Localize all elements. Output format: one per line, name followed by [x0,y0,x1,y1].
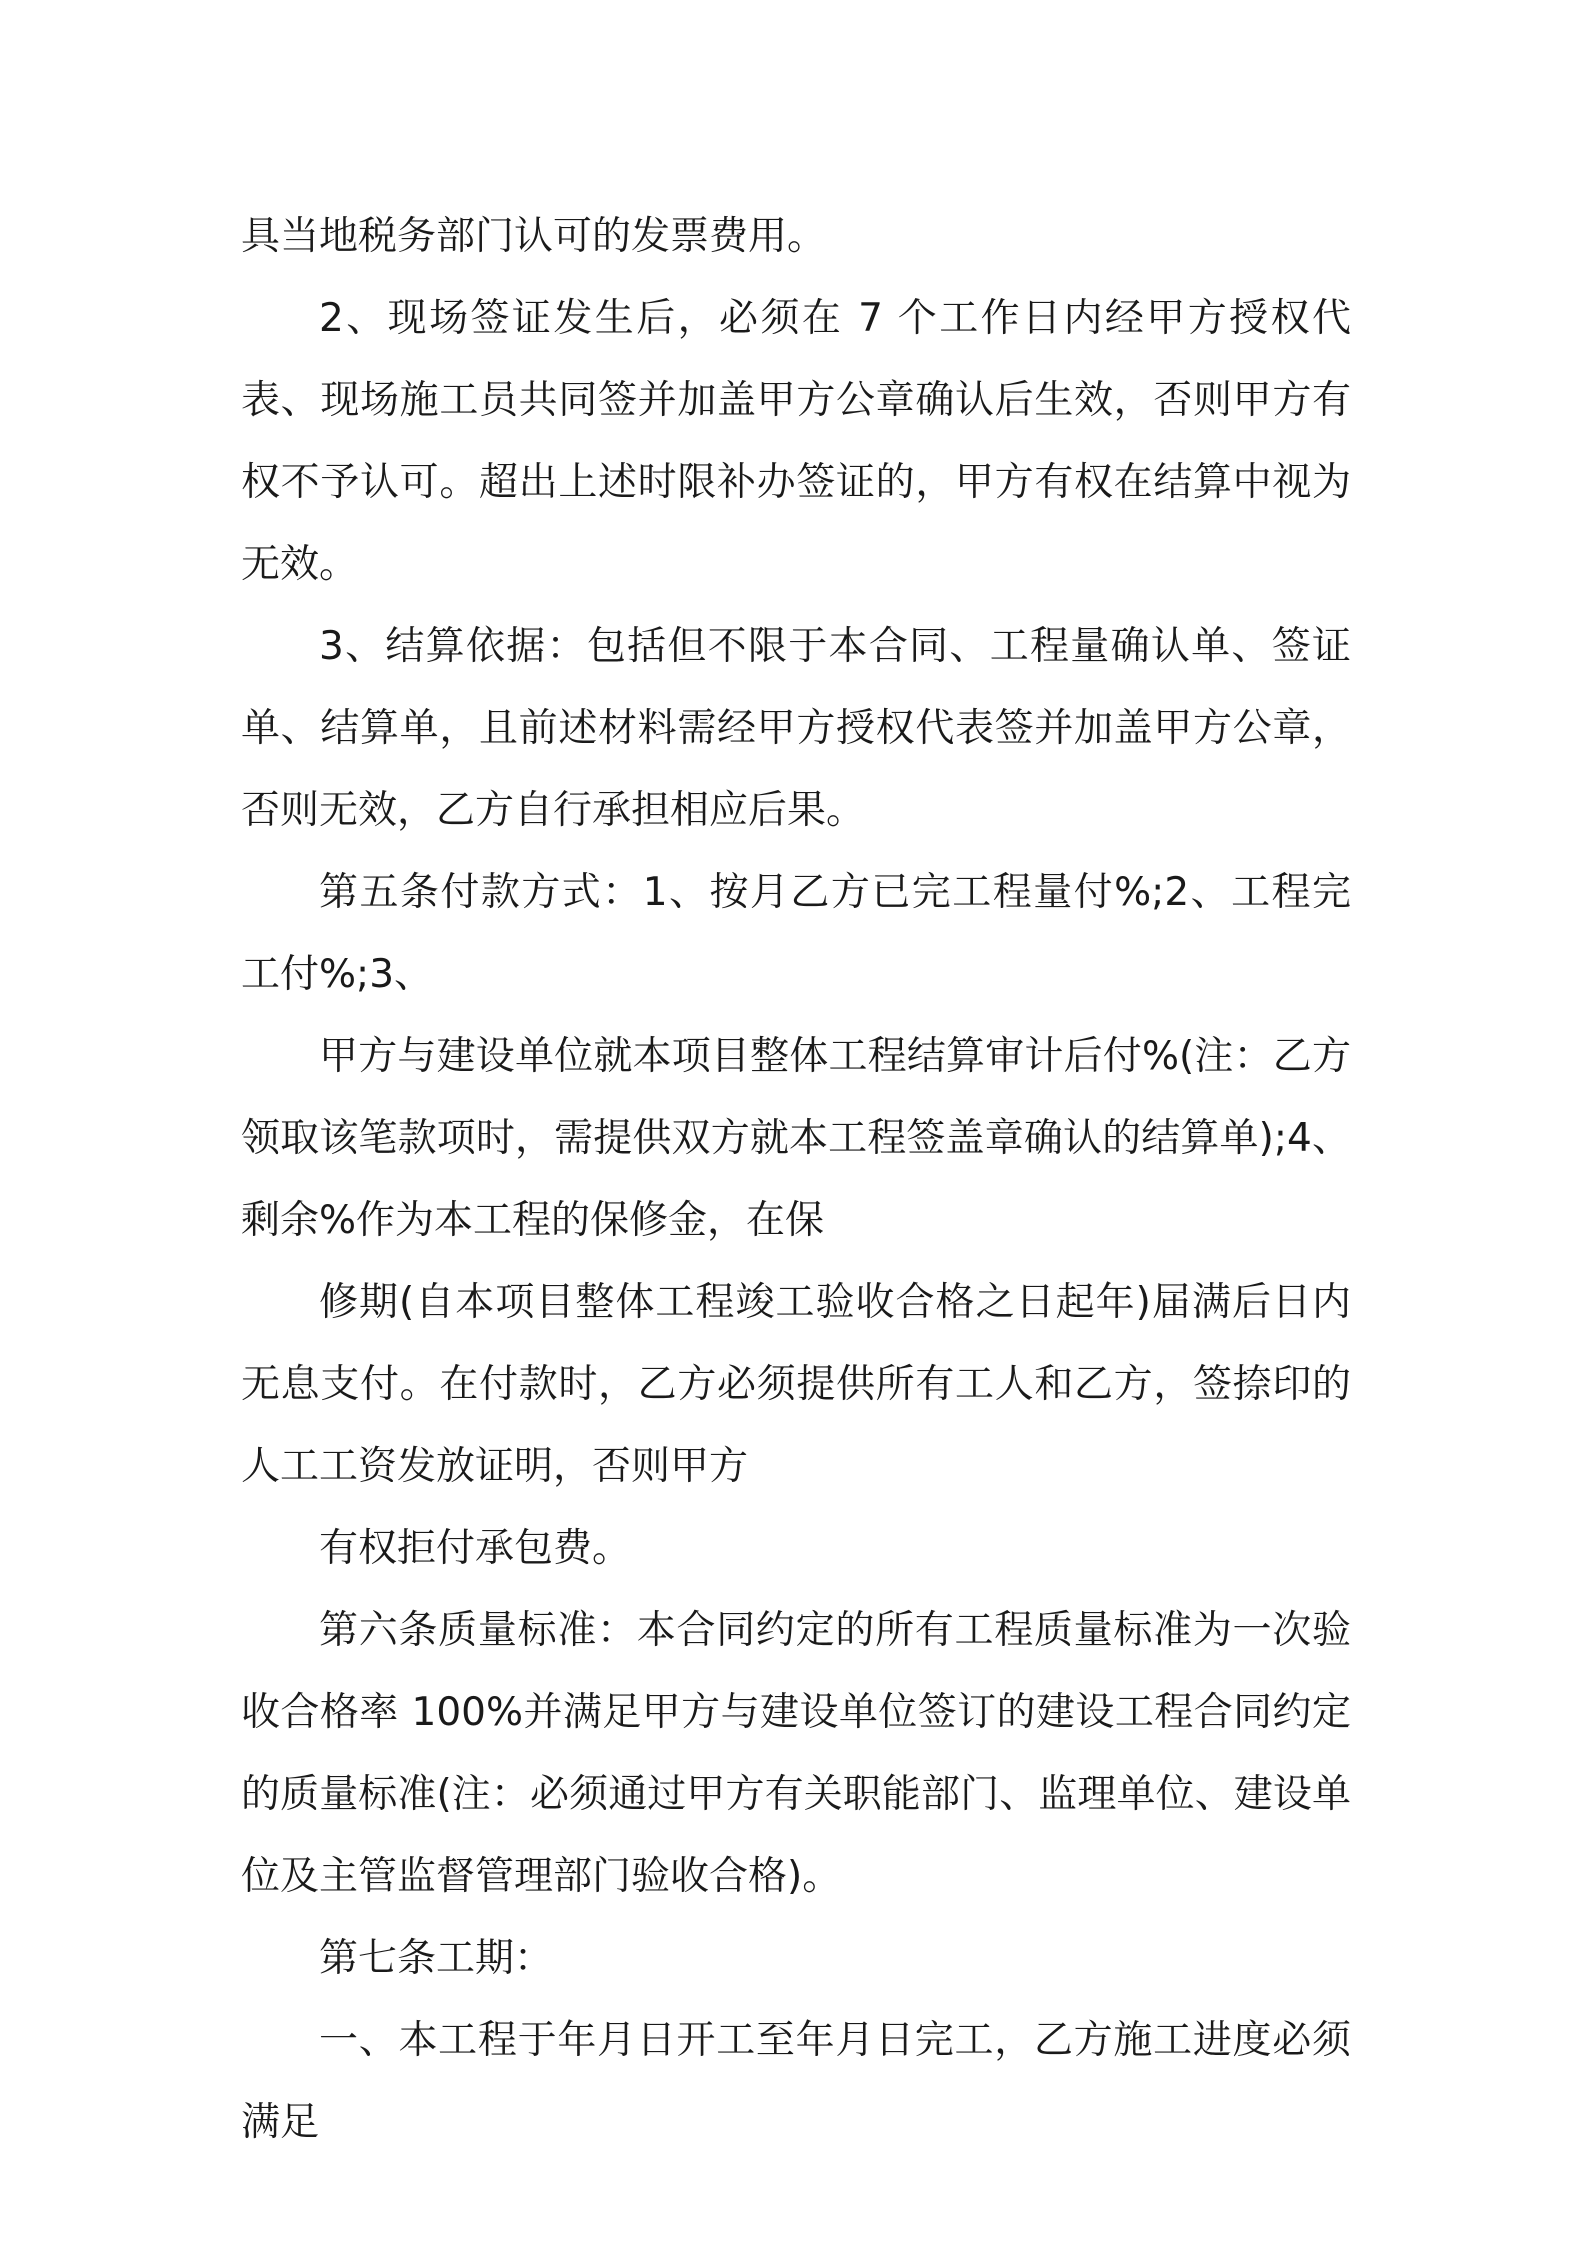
paragraph-refuse-payment: 有权拒付承包费。 [319,1526,632,1571]
paragraph-article-7-heading: 第七条工期： [319,1936,554,1981]
paragraph-audit-payment: 甲方与建设单位就本项目整体工程结算审计后付%(注：乙方领取该笔款项时，需提供双方就本工程签盖章确认的结算单);4、剩余%作为本工程的保修金，在保 [241,1034,1351,1243]
paragraph-settlement-basis: 3、结算依据：包括但不限于本合同、工程量确认单、签证单、结算单，且前述材料需经甲方授权代表签并加盖甲方公章，否则无效，乙方自行承担相应后果。 [241,624,1351,833]
document-body [241,196,1351,2164]
paragraph-article-6-quality: 第六条质量标准：本合同约定的所有工程质量标准为一次验收合格率 100%并满足甲方与建设单位签订的建设工程合同约定的质量标准(注：必须通过甲方有关职能部门、监理单位、建设单位及主管监督管理部门验收合格)。 [241,1608,1351,1899]
paragraph-article-5-payment: 第五条付款方式：1、按月乙方已完工程量付%;2、工程完工付%;3、 [241,870,1351,997]
paragraph-invoice-tail: 具当地税务部门认可的发票费用。 [241,214,827,259]
paragraph-site-visa: 2、现场签证发生后，必须在 7 个工作日内经甲方授权代表、现场施工员共同签并加盖甲方公章确认后生效，否则甲方有权不予认可。超出上述时限补办签证的，甲方有权在结算中视为无效。 [241,296,1351,587]
paragraph-construction-period: 一、本工程于年月日开工至年月日完工，乙方施工进度必须满足 [241,2018,1351,2145]
paragraph-warranty-period: 修期(自本项目整体工程竣工验收合格之日起年)届满后日内无息支付。在付款时，乙方必须提供所有工人和乙方，签捺印的人工工资发放证明，否则甲方 [241,1280,1351,1489]
